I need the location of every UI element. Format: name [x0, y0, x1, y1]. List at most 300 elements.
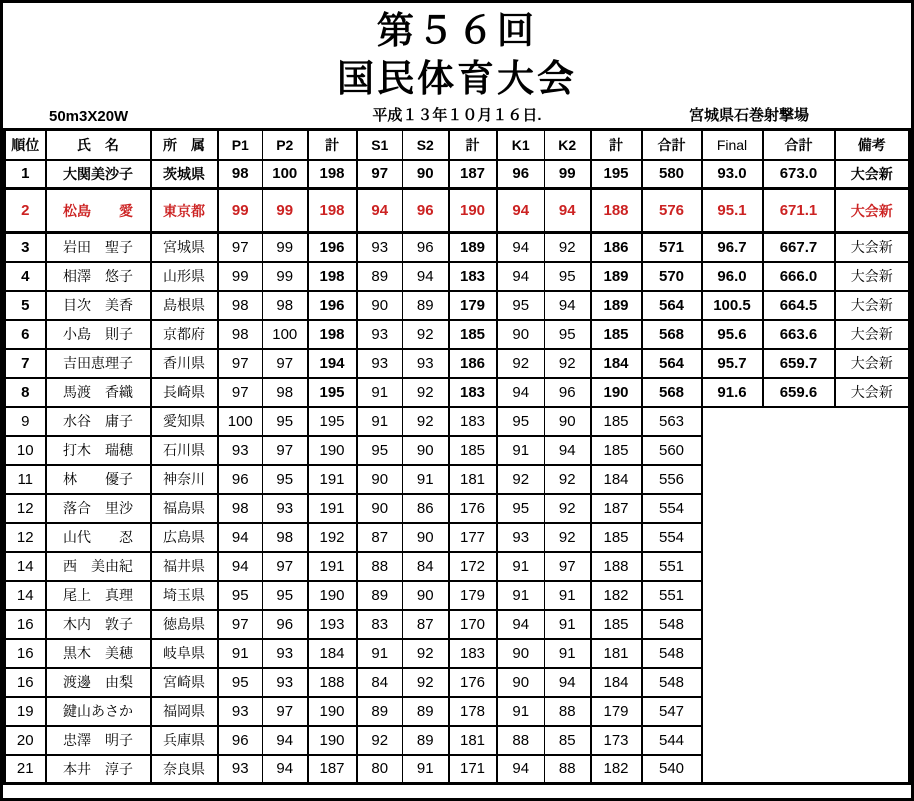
total-cell: 580 [642, 160, 702, 189]
name-cell: 山代 忍 [46, 523, 151, 552]
p1-cell: 93 [218, 436, 263, 465]
s1-cell: 92 [357, 726, 403, 755]
k2-cell: 99 [545, 160, 591, 189]
pref-cell: 神奈川 [151, 465, 218, 494]
s1-cell: 89 [357, 581, 403, 610]
k2-cell: 94 [545, 189, 591, 233]
grand-total-cell: 666.0 [763, 262, 835, 291]
total-cell: 544 [642, 726, 702, 755]
p2-cell: 100 [263, 320, 308, 349]
p-total-cell: 190 [308, 581, 357, 610]
p-total-cell: 195 [308, 378, 357, 407]
header-row [5, 130, 910, 160]
k2-cell: 94 [545, 668, 591, 697]
p2-cell: 95 [263, 407, 308, 436]
total-cell: 564 [642, 349, 702, 378]
remark-cell: 大会新 [835, 349, 910, 378]
date-label: 平成１３年１０月１６日. [372, 107, 542, 124]
total-cell: 551 [642, 581, 702, 610]
pref-cell: 東京都 [151, 189, 218, 233]
p-total-cell: 193 [308, 610, 357, 639]
k1-cell: 94 [497, 189, 545, 233]
s-total-cell: 189 [449, 233, 497, 262]
pref-cell: 宮崎県 [151, 668, 218, 697]
s1-cell: 83 [357, 610, 403, 639]
rank-cell: 20 [5, 726, 46, 755]
remark-cell: 大会新 [835, 262, 910, 291]
s2-cell: 90 [403, 436, 449, 465]
s1-cell: 90 [357, 465, 403, 494]
s1-cell: 90 [357, 494, 403, 523]
table-row [5, 291, 910, 320]
remark-cell: 大会新 [835, 233, 910, 262]
s1-cell: 97 [357, 160, 403, 189]
p1-cell: 97 [218, 233, 263, 262]
s-total-cell: 176 [449, 494, 497, 523]
p1-cell: 91 [218, 639, 263, 668]
k1-cell: 95 [497, 407, 545, 436]
k-total-cell: 182 [591, 755, 642, 784]
k-total-cell: 190 [591, 378, 642, 407]
p1-cell: 98 [218, 320, 263, 349]
k2-cell: 90 [545, 407, 591, 436]
s2-cell: 90 [403, 523, 449, 552]
name-cell: 渡邊 由梨 [46, 668, 151, 697]
p1-cell: 97 [218, 378, 263, 407]
k-total-cell: 185 [591, 610, 642, 639]
k-total-cell: 189 [591, 291, 642, 320]
s-total-cell: 172 [449, 552, 497, 581]
name-cell: 馬渡 香織 [46, 378, 151, 407]
s-total-cell: 183 [449, 378, 497, 407]
p2-cell: 99 [263, 233, 308, 262]
p2-cell: 99 [263, 189, 308, 233]
rank-cell: 12 [5, 523, 46, 552]
s1-cell: 90 [357, 291, 403, 320]
pref-cell: 宮城県 [151, 233, 218, 262]
rank-cell: 16 [5, 639, 46, 668]
p2-cell: 95 [263, 465, 308, 494]
p2-cell: 97 [263, 552, 308, 581]
rank-cell: 11 [5, 465, 46, 494]
k1-cell: 90 [497, 320, 545, 349]
rank-cell: 19 [5, 697, 46, 726]
s2-cell: 92 [403, 668, 449, 697]
s1-cell: 93 [357, 349, 403, 378]
pref-cell: 奈良県 [151, 755, 218, 784]
p-total-cell: 191 [308, 552, 357, 581]
remark-cell: 大会新 [835, 291, 910, 320]
p1-cell: 100 [218, 407, 263, 436]
k1-cell: 96 [497, 160, 545, 189]
name-cell: 水谷 庸子 [46, 407, 151, 436]
k1-cell: 91 [497, 581, 545, 610]
name-cell: 本井 淳子 [46, 755, 151, 784]
k2-cell: 95 [545, 320, 591, 349]
name-cell: 松島 愛 [46, 189, 151, 233]
name-cell: 相澤 悠子 [46, 262, 151, 291]
s1-cell: 80 [357, 755, 403, 784]
grand-total-cell: 664.5 [763, 291, 835, 320]
p2-cell: 93 [263, 494, 308, 523]
k-total-cell: 185 [591, 320, 642, 349]
rank-cell: 16 [5, 668, 46, 697]
k-total-cell: 185 [591, 436, 642, 465]
s2-cell: 90 [403, 581, 449, 610]
k1-cell: 94 [497, 378, 545, 407]
s1-cell: 88 [357, 552, 403, 581]
p-total-cell: 187 [308, 755, 357, 784]
p1-cell: 97 [218, 610, 263, 639]
s1-cell: 87 [357, 523, 403, 552]
s2-cell: 89 [403, 697, 449, 726]
k1-cell: 94 [497, 755, 545, 784]
s-total-cell: 177 [449, 523, 497, 552]
name-cell: 林 優子 [46, 465, 151, 494]
rank-cell: 5 [5, 291, 46, 320]
k2-cell: 88 [545, 755, 591, 784]
pref-cell: 岐阜県 [151, 639, 218, 668]
pref-cell: 徳島県 [151, 610, 218, 639]
p2-cell: 98 [263, 523, 308, 552]
s1-cell: 91 [357, 378, 403, 407]
k1-cell: 94 [497, 610, 545, 639]
name-cell: 大関美沙子 [46, 160, 151, 189]
s2-cell: 93 [403, 349, 449, 378]
s-total-cell: 187 [449, 160, 497, 189]
total-cell: 554 [642, 494, 702, 523]
k-total-cell: 189 [591, 262, 642, 291]
k2-cell: 95 [545, 262, 591, 291]
p1-cell: 93 [218, 697, 263, 726]
total-cell: 551 [642, 552, 702, 581]
s2-cell: 94 [403, 262, 449, 291]
pref-cell: 香川県 [151, 349, 218, 378]
p-total-cell: 198 [308, 320, 357, 349]
rank-cell: 1 [5, 160, 46, 189]
p1-cell: 98 [218, 494, 263, 523]
final-cell: 100.5 [702, 291, 763, 320]
results-table [3, 128, 911, 785]
pref-cell: 福井県 [151, 552, 218, 581]
p-total-cell: 190 [308, 726, 357, 755]
k-total-cell: 186 [591, 233, 642, 262]
k-total-cell: 173 [591, 726, 642, 755]
k1-cell: 93 [497, 523, 545, 552]
s-total-cell: 179 [449, 581, 497, 610]
total-cell: 554 [642, 523, 702, 552]
table-row [5, 262, 910, 291]
page-title-line1: 第５６回 [377, 10, 537, 51]
p2-cell: 98 [263, 378, 308, 407]
pref-cell: 兵庫県 [151, 726, 218, 755]
k2-cell: 88 [545, 697, 591, 726]
k2-cell: 85 [545, 726, 591, 755]
p2-cell: 95 [263, 581, 308, 610]
p1-cell: 96 [218, 465, 263, 494]
header-final-cell: Final [702, 130, 763, 160]
s-total-cell: 171 [449, 755, 497, 784]
s-total-cell: 181 [449, 465, 497, 494]
k1-cell: 94 [497, 262, 545, 291]
p1-cell: 99 [218, 262, 263, 291]
meta-row [3, 102, 911, 128]
pref-cell: 愛知県 [151, 407, 218, 436]
grand-total-cell: 673.0 [763, 160, 835, 189]
pref-cell: 山形県 [151, 262, 218, 291]
rank-cell: 14 [5, 581, 46, 610]
s-total-cell: 176 [449, 668, 497, 697]
p2-cell: 97 [263, 349, 308, 378]
name-cell: 西 美由紀 [46, 552, 151, 581]
p-total-cell: 184 [308, 639, 357, 668]
rank-cell: 6 [5, 320, 46, 349]
k1-cell: 91 [497, 697, 545, 726]
s1-cell: 93 [357, 233, 403, 262]
final-cell: 91.6 [702, 378, 763, 407]
k2-cell: 94 [545, 436, 591, 465]
rank-cell: 10 [5, 436, 46, 465]
k2-cell: 97 [545, 552, 591, 581]
k-total-cell: 187 [591, 494, 642, 523]
total-cell: 568 [642, 320, 702, 349]
header-total-cell: 合計 [642, 130, 702, 160]
pref-cell: 石川県 [151, 436, 218, 465]
page-title-line2: 国民体育大会 [337, 58, 577, 99]
p1-cell: 95 [218, 668, 263, 697]
k-total-cell: 184 [591, 465, 642, 494]
table-row [5, 233, 910, 262]
s2-cell: 89 [403, 726, 449, 755]
k2-cell: 92 [545, 494, 591, 523]
k-total-cell: 188 [591, 552, 642, 581]
table-row [5, 407, 910, 436]
s-total-cell: 186 [449, 349, 497, 378]
k-total-cell: 181 [591, 639, 642, 668]
remark-cell: 大会新 [835, 189, 910, 233]
s2-cell: 92 [403, 407, 449, 436]
p1-cell: 95 [218, 581, 263, 610]
pref-cell: 茨城県 [151, 160, 218, 189]
header-grand-total-cell: 合計 [763, 130, 835, 160]
total-cell: 576 [642, 189, 702, 233]
s1-cell: 94 [357, 189, 403, 233]
total-cell: 548 [642, 610, 702, 639]
k-total-cell: 182 [591, 581, 642, 610]
p-total-cell: 191 [308, 494, 357, 523]
pref-cell: 福岡県 [151, 697, 218, 726]
header-s-total-cell: 計 [449, 130, 497, 160]
s1-cell: 93 [357, 320, 403, 349]
header-remark-cell: 備考 [835, 130, 910, 160]
s2-cell: 86 [403, 494, 449, 523]
table-row [5, 320, 910, 349]
p2-cell: 97 [263, 697, 308, 726]
k1-cell: 92 [497, 349, 545, 378]
final-cell: 95.1 [702, 189, 763, 233]
k1-cell: 94 [497, 233, 545, 262]
k2-cell: 96 [545, 378, 591, 407]
grand-total-cell: 671.1 [763, 189, 835, 233]
k-total-cell: 185 [591, 523, 642, 552]
s2-cell: 84 [403, 552, 449, 581]
name-cell: 木内 敦子 [46, 610, 151, 639]
header-k-total-cell: 計 [591, 130, 642, 160]
name-cell: 鍵山あさか [46, 697, 151, 726]
name-cell: 忠澤 明子 [46, 726, 151, 755]
k-total-cell: 195 [591, 160, 642, 189]
final-cell: 93.0 [702, 160, 763, 189]
p-total-cell: 190 [308, 697, 357, 726]
final-cell: 96.0 [702, 262, 763, 291]
p2-cell: 100 [263, 160, 308, 189]
s-total-cell: 183 [449, 407, 497, 436]
k2-cell: 91 [545, 581, 591, 610]
name-cell: 黒木 美穂 [46, 639, 151, 668]
p1-cell: 98 [218, 160, 263, 189]
total-cell: 548 [642, 668, 702, 697]
total-cell: 568 [642, 378, 702, 407]
s-total-cell: 185 [449, 436, 497, 465]
p2-cell: 93 [263, 668, 308, 697]
s1-cell: 91 [357, 407, 403, 436]
table-row [5, 349, 910, 378]
table-row [5, 160, 910, 189]
header-k2-cell: K2 [545, 130, 591, 160]
k-total-cell: 184 [591, 668, 642, 697]
pref-cell: 島根県 [151, 291, 218, 320]
s-total-cell: 183 [449, 262, 497, 291]
total-cell: 564 [642, 291, 702, 320]
s2-cell: 92 [403, 639, 449, 668]
final-cell: 96.7 [702, 233, 763, 262]
p-total-cell: 188 [308, 668, 357, 697]
pref-cell: 福島県 [151, 494, 218, 523]
k1-cell: 91 [497, 436, 545, 465]
p-total-cell: 198 [308, 262, 357, 291]
remark-cell: 大会新 [835, 160, 910, 189]
p2-cell: 93 [263, 639, 308, 668]
p-total-cell: 195 [308, 407, 357, 436]
k1-cell: 95 [497, 291, 545, 320]
p-total-cell: 194 [308, 349, 357, 378]
header-s1-cell: S1 [357, 130, 403, 160]
results-body [5, 160, 910, 784]
rank-cell: 12 [5, 494, 46, 523]
s2-cell: 92 [403, 378, 449, 407]
final-cell: 95.6 [702, 320, 763, 349]
s1-cell: 91 [357, 639, 403, 668]
rank-cell: 2 [5, 189, 46, 233]
p2-cell: 94 [263, 755, 308, 784]
rank-cell: 14 [5, 552, 46, 581]
p-total-cell: 196 [308, 291, 357, 320]
s-total-cell: 178 [449, 697, 497, 726]
p-total-cell: 198 [308, 189, 357, 233]
rank-cell: 16 [5, 610, 46, 639]
total-cell: 540 [642, 755, 702, 784]
grand-total-cell: 659.7 [763, 349, 835, 378]
s2-cell: 90 [403, 160, 449, 189]
rank-cell: 21 [5, 755, 46, 784]
p2-cell: 96 [263, 610, 308, 639]
total-cell: 547 [642, 697, 702, 726]
p1-cell: 94 [218, 523, 263, 552]
s2-cell: 96 [403, 233, 449, 262]
s2-cell: 96 [403, 189, 449, 233]
total-cell: 570 [642, 262, 702, 291]
rank-cell: 4 [5, 262, 46, 291]
pref-cell: 長崎県 [151, 378, 218, 407]
venue-label: 宮城県石巻射撃場 [688, 107, 809, 124]
s-total-cell: 185 [449, 320, 497, 349]
grand-total-cell: 659.6 [763, 378, 835, 407]
pref-cell: 広島県 [151, 523, 218, 552]
k2-cell: 92 [545, 523, 591, 552]
header-p2-cell: P2 [263, 130, 308, 160]
name-cell: 岩田 聖子 [46, 233, 151, 262]
p-total-cell: 190 [308, 436, 357, 465]
s-total-cell: 183 [449, 639, 497, 668]
k1-cell: 91 [497, 552, 545, 581]
p2-cell: 97 [263, 436, 308, 465]
k2-cell: 92 [545, 233, 591, 262]
total-cell: 556 [642, 465, 702, 494]
s1-cell: 95 [357, 436, 403, 465]
name-cell: 小島 則子 [46, 320, 151, 349]
total-cell: 560 [642, 436, 702, 465]
pref-cell: 京都府 [151, 320, 218, 349]
event-label: 50m3X20W [49, 108, 129, 125]
s2-cell: 89 [403, 291, 449, 320]
k-total-cell: 179 [591, 697, 642, 726]
header-k1-cell: K1 [497, 130, 545, 160]
rank-cell: 9 [5, 407, 46, 436]
k-total-cell: 184 [591, 349, 642, 378]
s-total-cell: 190 [449, 189, 497, 233]
total-cell: 548 [642, 639, 702, 668]
s-total-cell: 179 [449, 291, 497, 320]
k2-cell: 94 [545, 291, 591, 320]
s-total-cell: 181 [449, 726, 497, 755]
name-cell: 落合 里沙 [46, 494, 151, 523]
s2-cell: 87 [403, 610, 449, 639]
p-total-cell: 191 [308, 465, 357, 494]
k2-cell: 92 [545, 349, 591, 378]
s-total-cell: 170 [449, 610, 497, 639]
rank-cell: 8 [5, 378, 46, 407]
final-cell: 95.7 [702, 349, 763, 378]
header-p1-cell: P1 [218, 130, 263, 160]
k2-cell: 91 [545, 610, 591, 639]
k1-cell: 95 [497, 494, 545, 523]
name-cell: 尾上 真理 [46, 581, 151, 610]
header-s2-cell: S2 [403, 130, 449, 160]
k1-cell: 90 [497, 668, 545, 697]
header-pref-cell: 所 属 [151, 130, 218, 160]
table-row [5, 378, 910, 407]
k1-cell: 88 [497, 726, 545, 755]
p-total-cell: 198 [308, 160, 357, 189]
p1-cell: 98 [218, 291, 263, 320]
s1-cell: 84 [357, 668, 403, 697]
empty-region [702, 407, 910, 784]
p-total-cell: 192 [308, 523, 357, 552]
k1-cell: 90 [497, 639, 545, 668]
p1-cell: 94 [218, 552, 263, 581]
p-total-cell: 196 [308, 233, 357, 262]
p2-cell: 99 [263, 262, 308, 291]
